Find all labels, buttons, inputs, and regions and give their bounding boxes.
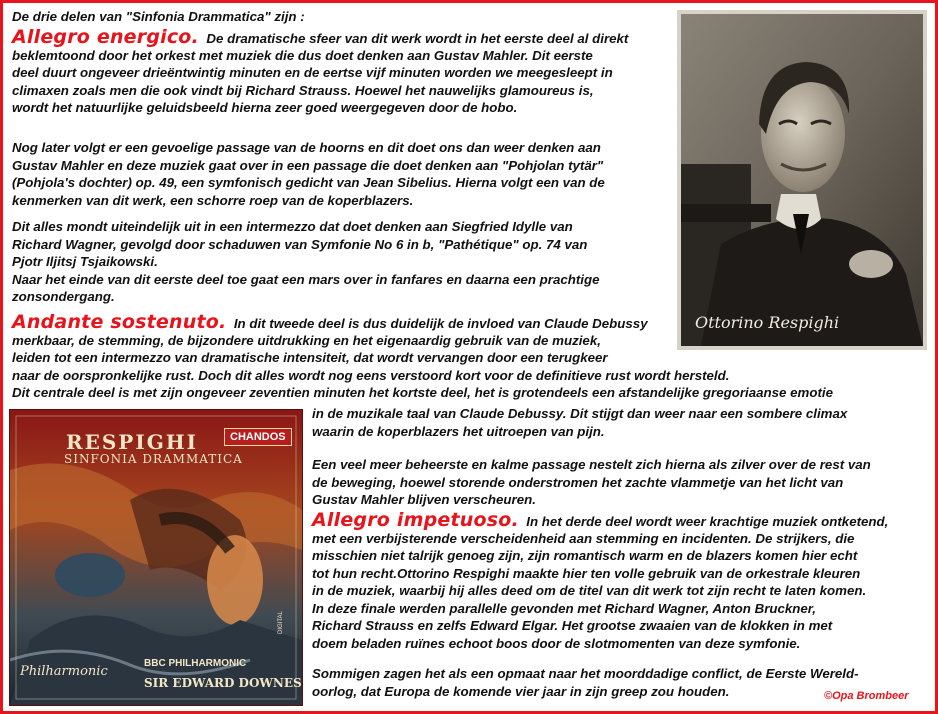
paragraph-intermezzo xyxy=(12,218,600,306)
text-line: met een verbijsterende verscheidenheid aan stemming en incidenten. De strijkers, die xyxy=(312,530,855,546)
section-allegro-energico xyxy=(12,26,629,117)
text-line: de beweging, hoewel storende onderstromen het zachte vlammetje van het licht van xyxy=(312,474,844,490)
text-line: kenmerken van dit werk, een schorre roep van de koperblazers. xyxy=(12,192,414,208)
intro-line: De drie delen van "Sinfonia Drammatica" zijn : xyxy=(12,9,305,24)
portrait-caption: Ottorino Respighi xyxy=(695,313,840,332)
cover-conductor: SIR EDWARD DOWNES xyxy=(144,676,302,690)
text-line: wordt het natuurlijke geluidsbeeld hierna zeer goed weergegeven door de hobo. xyxy=(12,100,518,115)
paragraph-silver xyxy=(312,456,871,509)
text-line: waarin de koperblazers het uitroepen van pijn. xyxy=(312,423,605,439)
text-line: leiden tot een intermezzo van dramatische intensiteit, dat wordt vervangen door een terugkeer xyxy=(12,350,608,365)
text-line: Pjotr Iljitsj Tsjaikowski. xyxy=(12,254,158,269)
text-line: Gustav Mahler en deze muziek gaat over in een passage die doet denken aan "Pohjolan tytär" xyxy=(12,157,604,173)
cover-digital: DIGITAL xyxy=(278,611,284,634)
portrait-illustration xyxy=(681,14,923,346)
heading-allegro-energico: Allegro energico. xyxy=(12,26,199,48)
cover-label: CHANDOS xyxy=(224,428,292,446)
text-line: in de muziek, waarbij hij alles deed om de titel van dit werk tot zijn recht te laten komen. xyxy=(312,583,867,598)
text-line: beklemtoond door het orkest met muziek die dus doet denken aan Gustav Mahler. Dit eerste xyxy=(12,47,593,63)
text-line: Richard Wagner, gevolgd door schaduwen van Symfonie No 6 in b, "Pathétique" op. 74 van xyxy=(12,236,588,252)
cover-title: SINFONIA DRAMMATICA xyxy=(64,452,243,466)
text-line: naar de oorspronkelijke rust. Doch dit alles wordt nog eens verstoord kort voor de definitieve rust wordt hersteld. xyxy=(12,367,730,383)
paragraph-world-war xyxy=(312,665,859,700)
paragraph-debussy xyxy=(312,405,847,440)
cover-signature: Philharmonic xyxy=(20,664,108,679)
heading-andante-sostenuto: Andante sostenuto. xyxy=(12,311,227,333)
text-line: in de muzikale taal van Claude Debussy. Dit stijgt dan weer naar een sombere climax xyxy=(312,406,848,421)
text-line: tot hun recht.Ottorino Respighi maakte hier ten volle gebruik van de orkestrale kleuren xyxy=(312,565,861,581)
text-line: In het derde deel wordt weer krachtige muziek ontketend, xyxy=(526,514,889,529)
text-line: climaxen zoals men die ook vindt bij Richard Strauss. Hoewel het nauwelijks glamoureus is, xyxy=(12,82,594,98)
copyright-text: ©Opa Brombeer xyxy=(824,690,909,702)
text-line: Dit centrale deel is met zijn ongeveer zeventien minuten het kortste deel, het is grotendeels een afstandelijke gregoriaanse emotie xyxy=(12,385,833,400)
text-line: merkbaar, de stemming, de bijzondere uitdrukking en het eigenaardig gebruik van de muziek, xyxy=(12,332,601,348)
paragraph-horns xyxy=(12,139,605,209)
heading-allegro-impetuoso: Allegro impetuoso. xyxy=(312,509,519,531)
text-line: doem beladen ruïnes echoot boos door de slotmomenten van deze symfonie. xyxy=(312,635,801,651)
text-line: Een veel meer beheerste en kalme passage nestelt zich hierna als zilver over de rest van xyxy=(312,457,871,472)
text-line: zonsondergang. xyxy=(12,289,115,304)
text-line: In dit tweede deel is dus duidelijk de invloed van Claude Debussy xyxy=(233,316,648,331)
cover-composer: RESPIGHI xyxy=(66,430,199,454)
cover-orchestra: BBC PHILHARMONIC xyxy=(144,658,247,669)
text-line: misschien niet talrijk genoeg zijn, zijn romantisch warm en de blazers komen hier echt xyxy=(312,548,858,563)
text-line: De dramatische sfeer van dit werk wordt in het eerste deel al direkt xyxy=(206,31,629,46)
portrait-photo xyxy=(677,10,927,350)
text-line: Sommigen zagen het als een opmaat naar het moorddadige conflict, de Eerste Wereld- xyxy=(312,666,859,681)
text-line: deel duurt ongeveer drieëntwintig minuten en de eertse vijf minuten worden we meegesleept in xyxy=(12,65,613,80)
section-allegro-impetuoso xyxy=(312,509,889,652)
text-line: Naar het einde van dit eerste deel toe gaat een mars over in fanfares en daarna een prachtige xyxy=(12,271,600,287)
album-cover xyxy=(9,409,303,706)
text-line: Nog later volgt er een gevoelige passage van de hoorns en dit doet ons dan weer denken aan xyxy=(12,140,601,155)
text-line: oorlog, dat Europa de komende vier jaar in zijn greep zou houden. xyxy=(312,683,730,699)
text-line: (Pohjola's dochter) op. 49, een symfonisch gedicht van Jean Sibelius. Hierna volgt een van de xyxy=(12,175,605,190)
text-line: In deze finale werden parallelle gevonden met Richard Wagner, Anton Bruckner, xyxy=(312,600,816,616)
text-line: Dit alles mondt uiteindelijk uit in een intermezzo dat doet denken aan Siegfried Idylle van xyxy=(12,219,573,234)
text-line: Gustav Mahler blijven verscheuren. xyxy=(312,492,536,507)
text-line: Richard Strauss en zelfs Edward Elgar. Het grootse zwaaien van de klokken in met xyxy=(312,618,833,633)
